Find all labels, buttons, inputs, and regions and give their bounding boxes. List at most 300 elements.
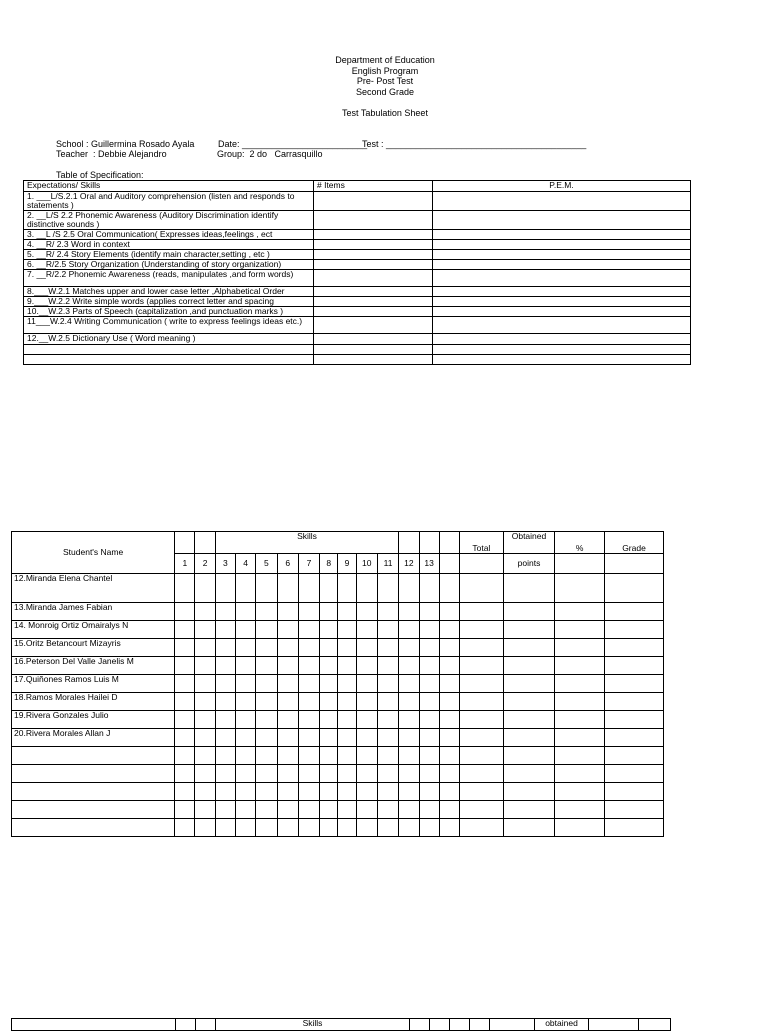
score-cell[interactable] [605, 657, 664, 675]
blank-cell [439, 554, 459, 574]
score-cell[interactable] [419, 801, 439, 819]
spec-items-cell[interactable] [314, 355, 433, 365]
score-cell[interactable] [555, 693, 605, 711]
score-cell[interactable] [338, 765, 356, 783]
score-cell[interactable] [399, 711, 419, 729]
score-cell[interactable] [460, 747, 504, 765]
score-cell[interactable] [277, 729, 298, 747]
spec-pem-cell[interactable] [433, 192, 691, 211]
score-cell[interactable] [277, 574, 298, 603]
score-cell[interactable] [460, 783, 504, 801]
score-cell[interactable] [195, 621, 215, 639]
spec-items-cell[interactable] [314, 250, 433, 260]
score-cell[interactable] [419, 675, 439, 693]
score-cell[interactable] [503, 801, 555, 819]
score-cell[interactable] [399, 675, 419, 693]
score-cell[interactable] [175, 783, 195, 801]
score-cell[interactable] [298, 765, 319, 783]
score-cell[interactable] [256, 603, 277, 621]
score-cell[interactable] [439, 574, 459, 603]
score-cell[interactable] [356, 675, 377, 693]
score-cell[interactable] [555, 657, 605, 675]
score-cell[interactable] [377, 603, 398, 621]
score-cell[interactable] [605, 639, 664, 657]
score-cell[interactable] [195, 693, 215, 711]
score-cell[interactable] [503, 711, 555, 729]
score-cell[interactable] [236, 783, 256, 801]
spec-pem-cell[interactable] [433, 317, 691, 334]
score-cell[interactable] [605, 711, 664, 729]
score-cell[interactable] [195, 783, 215, 801]
spec-pem-cell[interactable] [433, 240, 691, 250]
score-cell[interactable] [338, 711, 356, 729]
score-cell[interactable] [377, 693, 398, 711]
score-cell[interactable] [338, 574, 356, 603]
score-cell[interactable] [338, 783, 356, 801]
score-cell[interactable] [298, 657, 319, 675]
score-cell[interactable] [439, 747, 459, 765]
score-cell[interactable] [503, 621, 555, 639]
spec-pem-cell[interactable] [433, 230, 691, 240]
score-cell[interactable] [298, 574, 319, 603]
score-cell[interactable] [195, 675, 215, 693]
score-cell[interactable] [419, 621, 439, 639]
score-cell[interactable] [277, 765, 298, 783]
score-cell[interactable] [555, 783, 605, 801]
score-cell[interactable] [605, 621, 664, 639]
score-cell[interactable] [256, 819, 277, 837]
score-cell[interactable] [377, 819, 398, 837]
score-cell[interactable] [215, 783, 235, 801]
spec-items-cell[interactable] [314, 297, 433, 307]
score-cell[interactable] [236, 574, 256, 603]
score-cell[interactable] [277, 603, 298, 621]
skill-number-cell: 6 [277, 554, 298, 574]
score-cell[interactable] [320, 747, 338, 765]
score-cell[interactable] [338, 747, 356, 765]
score-cell[interactable] [605, 783, 664, 801]
score-cell[interactable] [460, 657, 504, 675]
score-cell[interactable] [377, 729, 398, 747]
score-cell[interactable] [399, 747, 419, 765]
score-cell[interactable] [605, 693, 664, 711]
score-cell[interactable] [195, 639, 215, 657]
score-cell[interactable] [399, 603, 419, 621]
score-cell[interactable] [236, 801, 256, 819]
score-cell[interactable] [320, 783, 338, 801]
score-cell[interactable] [236, 603, 256, 621]
score-cell[interactable] [256, 729, 277, 747]
score-cell[interactable] [236, 621, 256, 639]
score-cell[interactable] [277, 783, 298, 801]
score-cell[interactable] [377, 747, 398, 765]
score-cell[interactable] [236, 747, 256, 765]
score-cell[interactable] [256, 765, 277, 783]
spec-items-cell[interactable] [314, 211, 433, 230]
score-cell[interactable] [399, 765, 419, 783]
score-cell[interactable] [356, 711, 377, 729]
score-cell[interactable] [419, 657, 439, 675]
score-cell[interactable] [419, 747, 439, 765]
score-cell[interactable] [195, 657, 215, 675]
score-cell[interactable] [320, 621, 338, 639]
student-row [12, 747, 664, 765]
student-name-cell: 16.Peterson Del Valle Janelis M [12, 657, 175, 675]
score-cell[interactable] [195, 603, 215, 621]
specification-table [23, 180, 691, 365]
score-cell[interactable] [605, 801, 664, 819]
score-cell[interactable] [298, 747, 319, 765]
score-cell[interactable] [256, 621, 277, 639]
score-cell[interactable] [195, 819, 215, 837]
score-cell[interactable] [320, 693, 338, 711]
score-cell[interactable] [356, 765, 377, 783]
score-cell[interactable] [419, 729, 439, 747]
score-cell[interactable] [439, 657, 459, 675]
score-cell[interactable] [215, 574, 235, 603]
score-cell[interactable] [215, 711, 235, 729]
student-name-cell: 17.Quiñones Ramos Luis M [12, 675, 175, 693]
score-cell[interactable] [175, 639, 195, 657]
score-cell[interactable] [338, 603, 356, 621]
score-cell[interactable] [298, 621, 319, 639]
score-cell[interactable] [555, 639, 605, 657]
score-cell[interactable] [215, 747, 235, 765]
score-cell[interactable] [277, 639, 298, 657]
score-cell[interactable] [460, 675, 504, 693]
score-cell[interactable] [419, 639, 439, 657]
total-cell [460, 554, 504, 574]
score-cell[interactable] [555, 574, 605, 603]
score-cell[interactable] [356, 603, 377, 621]
score-cell[interactable] [377, 675, 398, 693]
score-cell[interactable] [320, 765, 338, 783]
score-cell[interactable] [399, 574, 419, 603]
score-cell[interactable] [555, 729, 605, 747]
score-cell[interactable] [215, 729, 235, 747]
score-cell[interactable] [215, 621, 235, 639]
score-cell[interactable] [215, 639, 235, 657]
score-cell[interactable] [195, 574, 215, 603]
score-cell[interactable] [236, 693, 256, 711]
score-cell[interactable] [460, 801, 504, 819]
score-cell[interactable] [320, 639, 338, 657]
spec-items-cell[interactable] [314, 192, 433, 211]
spec-pem-cell[interactable] [433, 287, 691, 297]
spec-pem-cell[interactable] [433, 334, 691, 345]
score-cell[interactable] [236, 675, 256, 693]
score-cell[interactable] [399, 621, 419, 639]
score-cell[interactable] [256, 693, 277, 711]
spec-pem-cell[interactable] [433, 270, 691, 287]
score-cell[interactable] [236, 765, 256, 783]
score-cell[interactable] [256, 657, 277, 675]
score-cell[interactable] [175, 657, 195, 675]
score-cell[interactable] [277, 819, 298, 837]
score-cell[interactable] [605, 574, 664, 603]
score-cell[interactable] [377, 783, 398, 801]
score-cell[interactable] [356, 747, 377, 765]
score-cell[interactable] [460, 639, 504, 657]
score-cell[interactable] [503, 783, 555, 801]
score-cell[interactable] [555, 747, 605, 765]
score-cell[interactable] [439, 801, 459, 819]
score-cell[interactable] [215, 819, 235, 837]
score-cell[interactable] [356, 639, 377, 657]
score-cell[interactable] [298, 693, 319, 711]
score-cell[interactable] [320, 819, 338, 837]
score-cell[interactable] [460, 574, 504, 603]
spec-items-cell[interactable] [314, 307, 433, 317]
spec-skill-cell: 5. __R/ 2.4 Story Elements (identify main character,setting , etc ) [24, 250, 314, 260]
score-cell[interactable] [419, 765, 439, 783]
score-cell[interactable] [175, 765, 195, 783]
score-cell[interactable] [460, 729, 504, 747]
score-cell[interactable] [419, 574, 439, 603]
score-cell[interactable] [460, 819, 504, 837]
score-cell[interactable] [555, 819, 605, 837]
spec-items-cell[interactable] [314, 230, 433, 240]
score-cell[interactable] [320, 603, 338, 621]
score-cell[interactable] [298, 819, 319, 837]
spec-skill-cell: 8.___W.2.1 Matches upper and lower case letter ,Alphabetical Order [24, 287, 314, 297]
spec-row [24, 334, 691, 345]
score-cell[interactable] [419, 711, 439, 729]
score-cell[interactable] [236, 639, 256, 657]
score-cell[interactable] [215, 693, 235, 711]
score-cell[interactable] [399, 693, 419, 711]
score-cell[interactable] [338, 801, 356, 819]
score-cell[interactable] [338, 639, 356, 657]
score-cell[interactable] [256, 639, 277, 657]
score-cell[interactable] [605, 819, 664, 837]
score-cell[interactable] [256, 574, 277, 603]
score-cell[interactable] [555, 711, 605, 729]
score-cell[interactable] [320, 801, 338, 819]
score-cell[interactable] [439, 819, 459, 837]
score-cell[interactable] [460, 711, 504, 729]
score-cell[interactable] [439, 693, 459, 711]
score-cell[interactable] [399, 819, 419, 837]
student-row [12, 621, 664, 639]
score-cell[interactable] [298, 729, 319, 747]
score-cell[interactable] [356, 783, 377, 801]
score-cell[interactable] [503, 675, 555, 693]
score-cell[interactable] [195, 747, 215, 765]
score-cell[interactable] [256, 747, 277, 765]
score-cell[interactable] [356, 801, 377, 819]
score-cell[interactable] [460, 621, 504, 639]
score-cell[interactable] [338, 657, 356, 675]
skill-number-cell: 5 [256, 554, 277, 574]
score-cell[interactable] [195, 711, 215, 729]
score-cell[interactable] [277, 711, 298, 729]
score-cell[interactable] [215, 603, 235, 621]
spec-items-cell[interactable] [314, 317, 433, 334]
score-cell[interactable] [377, 574, 398, 603]
spec-items-cell[interactable] [314, 345, 433, 355]
spec-pem-cell[interactable] [433, 250, 691, 260]
score-cell[interactable] [338, 675, 356, 693]
skill-number-cell: 12 [399, 554, 419, 574]
score-cell[interactable] [236, 729, 256, 747]
score-cell[interactable] [320, 657, 338, 675]
score-cell[interactable] [256, 675, 277, 693]
score-cell[interactable] [605, 765, 664, 783]
score-cell[interactable] [460, 693, 504, 711]
score-cell[interactable] [460, 765, 504, 783]
score-cell[interactable] [277, 657, 298, 675]
score-cell[interactable] [298, 801, 319, 819]
score-cell[interactable] [356, 574, 377, 603]
score-cell[interactable] [338, 621, 356, 639]
score-cell[interactable] [215, 765, 235, 783]
score-cell[interactable] [256, 801, 277, 819]
score-cell[interactable] [256, 711, 277, 729]
score-cell[interactable] [175, 693, 195, 711]
score-cell[interactable] [320, 574, 338, 603]
score-cell[interactable] [356, 657, 377, 675]
score-cell[interactable] [277, 801, 298, 819]
score-cell[interactable] [377, 621, 398, 639]
score-cell[interactable] [298, 783, 319, 801]
score-cell[interactable] [377, 801, 398, 819]
score-cell[interactable] [439, 729, 459, 747]
score-cell[interactable] [215, 675, 235, 693]
score-cell[interactable] [338, 693, 356, 711]
score-cell[interactable] [320, 729, 338, 747]
score-cell[interactable] [175, 621, 195, 639]
score-cell[interactable] [236, 657, 256, 675]
score-cell[interactable] [555, 765, 605, 783]
score-cell[interactable] [419, 783, 439, 801]
score-cell[interactable] [399, 801, 419, 819]
score-cell[interactable] [555, 621, 605, 639]
score-cell[interactable] [439, 603, 459, 621]
spec-pem-cell[interactable] [433, 297, 691, 307]
score-cell[interactable] [175, 603, 195, 621]
score-cell[interactable] [175, 574, 195, 603]
score-cell[interactable] [419, 819, 439, 837]
score-cell[interactable] [503, 693, 555, 711]
score-cell[interactable] [356, 819, 377, 837]
score-cell[interactable] [503, 819, 555, 837]
score-cell[interactable] [419, 693, 439, 711]
score-cell[interactable] [298, 603, 319, 621]
score-cell[interactable] [320, 675, 338, 693]
score-cell[interactable] [215, 801, 235, 819]
score-cell[interactable] [439, 639, 459, 657]
score-cell[interactable] [605, 729, 664, 747]
test-type: Pre- Post Test [356, 76, 414, 86]
score-cell[interactable] [298, 711, 319, 729]
spec-items-cell[interactable] [314, 260, 433, 270]
spec-row [24, 230, 691, 240]
spec-items-cell[interactable] [314, 240, 433, 250]
score-cell[interactable] [175, 675, 195, 693]
score-cell[interactable] [503, 657, 555, 675]
score-cell[interactable] [236, 819, 256, 837]
spec-pem-cell[interactable] [433, 211, 691, 230]
score-cell[interactable] [195, 765, 215, 783]
score-cell[interactable] [399, 657, 419, 675]
score-cell[interactable] [399, 783, 419, 801]
score-cell[interactable] [356, 693, 377, 711]
score-cell[interactable] [555, 801, 605, 819]
department-title: Department of Education [335, 55, 435, 65]
score-cell[interactable] [399, 639, 419, 657]
score-cell[interactable] [338, 729, 356, 747]
score-cell[interactable] [377, 711, 398, 729]
score-cell[interactable] [605, 603, 664, 621]
score-cell[interactable] [555, 675, 605, 693]
score-cell[interactable] [555, 603, 605, 621]
score-cell[interactable] [277, 621, 298, 639]
spec-pem-cell[interactable] [433, 345, 691, 355]
score-cell[interactable] [338, 819, 356, 837]
score-cell[interactable] [256, 783, 277, 801]
score-cell[interactable] [503, 574, 555, 603]
score-cell[interactable] [356, 621, 377, 639]
score-cell[interactable] [195, 801, 215, 819]
spec-pem-cell[interactable] [433, 260, 691, 270]
score-cell[interactable] [320, 711, 338, 729]
score-cell[interactable] [503, 765, 555, 783]
score-cell[interactable] [377, 765, 398, 783]
spec-items-cell[interactable] [314, 270, 433, 287]
spec-pem-cell[interactable] [433, 307, 691, 317]
spec-row [24, 260, 691, 270]
skill-number-cell: 4 [236, 554, 256, 574]
score-cell[interactable] [195, 729, 215, 747]
score-cell[interactable] [298, 639, 319, 657]
skill-number-cell: 10 [356, 554, 377, 574]
score-cell[interactable] [215, 657, 235, 675]
score-cell[interactable] [460, 603, 504, 621]
score-cell[interactable] [298, 675, 319, 693]
score-cell[interactable] [503, 747, 555, 765]
score-cell[interactable] [175, 801, 195, 819]
score-cell[interactable] [356, 729, 377, 747]
score-cell[interactable] [605, 747, 664, 765]
score-cell[interactable] [175, 729, 195, 747]
score-cell[interactable] [377, 639, 398, 657]
score-cell[interactable] [277, 747, 298, 765]
score-cell[interactable] [503, 639, 555, 657]
score-cell[interactable] [175, 747, 195, 765]
score-cell[interactable] [503, 729, 555, 747]
score-cell[interactable] [439, 765, 459, 783]
score-cell[interactable] [377, 657, 398, 675]
grades-table [11, 531, 664, 837]
score-cell[interactable] [605, 675, 664, 693]
score-cell[interactable] [277, 675, 298, 693]
score-cell[interactable] [439, 783, 459, 801]
score-cell[interactable] [236, 711, 256, 729]
spec-items-cell[interactable] [314, 334, 433, 345]
score-cell[interactable] [399, 729, 419, 747]
score-cell[interactable] [175, 819, 195, 837]
score-cell[interactable] [277, 693, 298, 711]
score-cell[interactable] [503, 603, 555, 621]
score-cell[interactable] [439, 621, 459, 639]
score-cell[interactable] [439, 711, 459, 729]
score-cell[interactable] [175, 711, 195, 729]
spec-pem-cell[interactable] [433, 355, 691, 365]
score-cell[interactable] [439, 675, 459, 693]
spec-items-cell[interactable] [314, 287, 433, 297]
score-cell[interactable] [419, 603, 439, 621]
